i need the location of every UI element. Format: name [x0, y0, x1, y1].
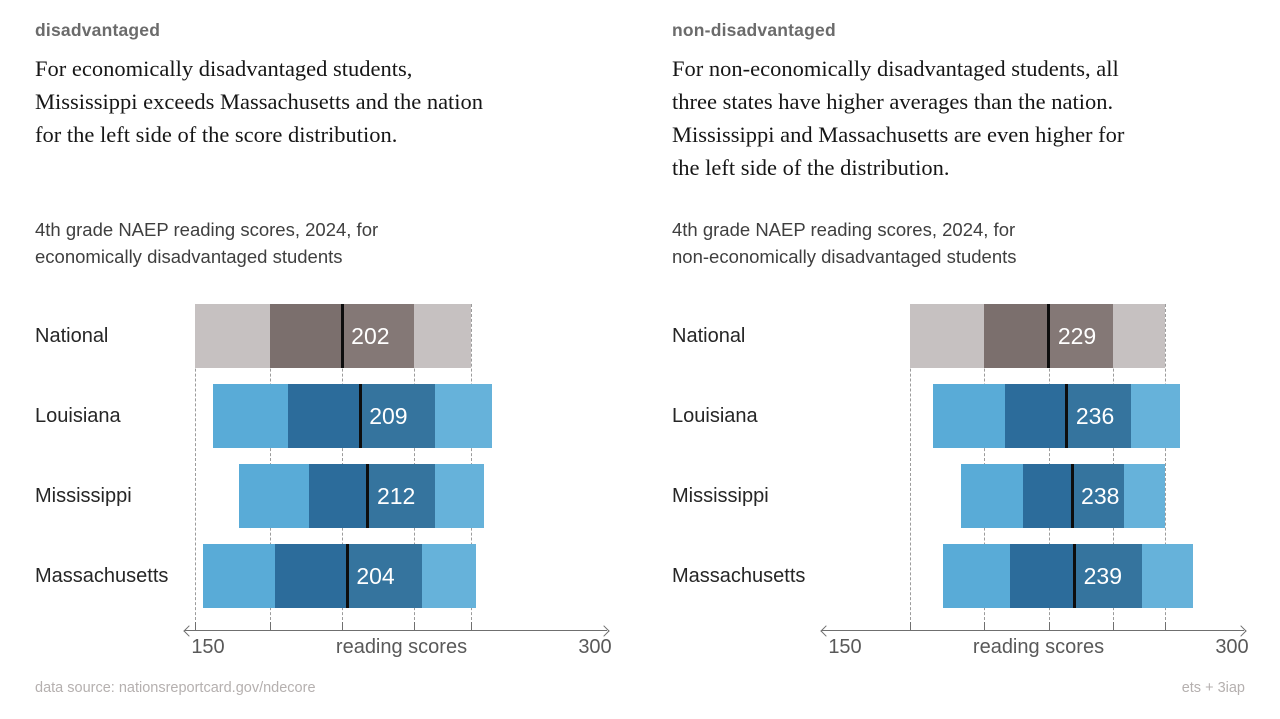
- distribution-chart-non-disadvantaged: [637, 0, 1280, 719]
- median-value-label: 238: [1081, 483, 1120, 509]
- bar-segment: [1142, 544, 1194, 608]
- bar-segment: [239, 464, 309, 528]
- axis-max-label: 300: [1215, 636, 1249, 658]
- row-label-louisiana: Louisiana: [672, 405, 758, 427]
- row-label-mississippi: Mississippi: [672, 485, 769, 507]
- panel-non-disadvantaged: [637, 0, 1280, 719]
- bar-segment: [910, 304, 985, 368]
- row-label-massachusetts: Massachusetts: [672, 565, 806, 587]
- median-line: [1073, 544, 1076, 608]
- bar-segment: [270, 304, 342, 368]
- axis-tick: [1165, 622, 1166, 630]
- axis-tick: [984, 622, 985, 630]
- axis-title: reading scores: [972, 636, 1105, 658]
- headline-line: Mississippi and Massachusetts are even higher for: [672, 122, 1125, 147]
- median-line: [341, 304, 344, 368]
- axis-line: [822, 630, 1244, 631]
- bar-segment: [1131, 384, 1180, 448]
- chart-title-line: 4th grade NAEP reading scores, 2024, for: [35, 219, 379, 240]
- axis-tick: [270, 622, 271, 630]
- median-line: [346, 544, 349, 608]
- chart-title-line: non-economically disadvantaged students: [672, 246, 1017, 267]
- median-value-label: 229: [1057, 323, 1097, 349]
- bar-segment: [288, 384, 360, 448]
- axis-tick: [414, 622, 415, 630]
- axis-arrow-left: [820, 625, 831, 636]
- bar-segment: [414, 304, 471, 368]
- axis-min-label: 150: [191, 636, 225, 658]
- axis-tick: [1049, 622, 1050, 630]
- headline-line: For non-economically disadvantaged students, all: [672, 56, 1119, 81]
- row-label-national: National: [35, 325, 109, 347]
- axis-title: reading scores: [335, 636, 468, 658]
- chart-title-line: 4th grade NAEP reading scores, 2024, for: [672, 219, 1016, 240]
- axis-tick: [471, 622, 472, 630]
- data-source-note: data source: nationsreportcard.gov/ndecore: [35, 680, 316, 696]
- bar-segment: [1010, 544, 1075, 608]
- median-value-label: 239: [1083, 563, 1122, 589]
- bar-segment: [309, 464, 368, 528]
- median-value-label: 212: [376, 483, 416, 509]
- bar-segment: [203, 544, 275, 608]
- bar-segment: [422, 544, 476, 608]
- panel-kicker: disadvantaged: [35, 20, 161, 40]
- median-line: [1047, 304, 1050, 368]
- median-value-label: 209: [369, 403, 408, 429]
- axis-arrow-right: [598, 625, 609, 636]
- bar-segment: [1005, 384, 1067, 448]
- headline-line: Mississippi exceeds Massachusetts and the nation: [35, 89, 484, 114]
- row-label-louisiana: Louisiana: [35, 405, 121, 427]
- chart-title-line: economically disadvantaged students: [35, 246, 343, 267]
- headline-line: the left side of the distribution.: [672, 155, 950, 180]
- bar-segment: [213, 384, 288, 448]
- bar-segment: [961, 464, 1023, 528]
- median-value-label: 204: [356, 563, 395, 589]
- bar-segment: [1113, 304, 1165, 368]
- row-label-national: National: [672, 325, 746, 347]
- median-value-label: 202: [351, 323, 390, 349]
- bar-segment: [1023, 464, 1072, 528]
- row-label-mississippi: Mississippi: [35, 485, 132, 507]
- axis-tick: [342, 622, 343, 630]
- bar-segment: [1124, 464, 1165, 528]
- axis-arrow-right: [1235, 625, 1246, 636]
- axis-max-label: 300: [578, 636, 612, 658]
- axis-min-label: 150: [828, 636, 862, 658]
- axis-tick: [1113, 622, 1114, 630]
- axis-line: [185, 630, 607, 631]
- median-line: [359, 384, 362, 448]
- headline-line: three states have higher averages than the nation.: [672, 89, 1114, 114]
- median-line: [1065, 384, 1068, 448]
- headline-line: For economically disadvantaged students,: [35, 56, 413, 81]
- bar-segment: [195, 304, 270, 368]
- axis-tick: [910, 622, 911, 630]
- axis-tick: [195, 622, 196, 630]
- row-label-massachusetts: Massachusetts: [35, 565, 169, 587]
- panel-kicker: non-disadvantaged: [672, 20, 836, 40]
- bar-segment: [943, 544, 1010, 608]
- median-line: [366, 464, 369, 528]
- axis-arrow-left: [183, 625, 194, 636]
- bar-segment: [435, 384, 492, 448]
- bar-segment: [984, 304, 1049, 368]
- bar-segment: [435, 464, 484, 528]
- credit-note: ets + 3iap: [1181, 680, 1245, 696]
- median-value-label: 236: [1075, 403, 1115, 429]
- bar-segment: [275, 544, 347, 608]
- median-line: [1071, 464, 1074, 528]
- headline-line: for the left side of the score distribution.: [35, 122, 398, 147]
- bar-segment: [933, 384, 1005, 448]
